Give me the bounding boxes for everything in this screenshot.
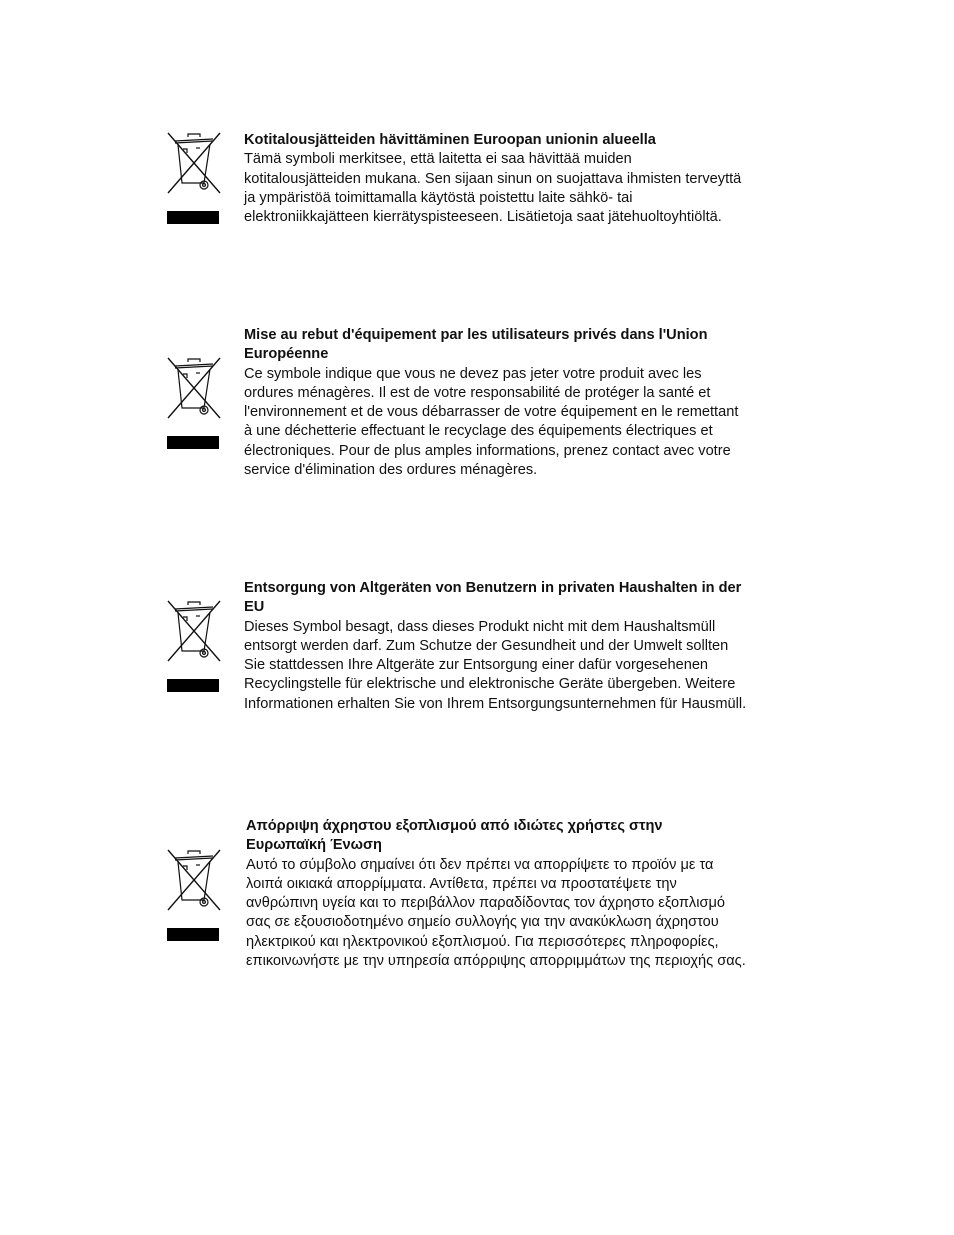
- crossed-out-wheelie-bin-icon: [166, 599, 222, 693]
- notice-text: [244, 326, 784, 480]
- notice-heading: Kotitalousjätteiden hävittäminen Euroopan unionin alueella: [244, 132, 656, 148]
- crossed-out-wheelie-bin-icon: [166, 131, 222, 225]
- notice-body: Ce symbole indique que vous ne devez pas jeter votre produit avec les ordures ménagères. Il est de votre responsabilité de protéger la santé et l'environnement et de vous débarrasser de votre équipement en le remettant à une déchetterie effectuant le recyclage des équipements électriques et électroniques. Pour de plus amples informations, prenez contact avec votre service d'élimination des ordures ménagères.: [244, 365, 739, 479]
- crossed-out-wheelie-bin-icon: [166, 356, 222, 450]
- notice-heading: Mise au rebut d'équipement par les utilisateurs privés dans l'Union Européenne: [244, 327, 708, 363]
- notice-text: [244, 131, 784, 227]
- notice-heading: Απόρριψη άχρηστου εξοπλισμού από ιδιώτες χρήστες στην Ευρωπαϊκή Ένωση: [246, 818, 663, 854]
- notice-body: Dieses Symbol besagt, dass dieses Produkt nicht mit dem Haushaltsmüll entsorgt werden darf. Zum Schutze der Gesundheit und der Umwelt sollten Sie stattdessen Ihre Altgeräte zur Entsorgung einer dafür vorgesehenen Recyclingstelle für elektrische und elektronische Geräte übergeben. Weitere Informationen erhalten Sie von Ihrem Entsorgungsunternehmen für Hausmüll.: [244, 618, 747, 712]
- notice-heading: Entsorgung von Altgeräten von Benutzern in privaten Haushalten in der EU: [244, 580, 742, 616]
- notice-text: [244, 579, 784, 714]
- notice-text: [246, 817, 786, 971]
- notice-body: Tämä symboli merkitsee, että laitetta ei saa hävittää muiden kotitalousjätteiden mukana. Sen sijaan sinun on suojattava ihmisten terveyttä ja ympäristöä toimittamalla käytöstä poistettu laite sähkö- tai elektroniikkajätteen kierrätyspisteeseen. Lisätietoja saat jätehuoltoyhtiöltä.: [244, 151, 742, 226]
- crossed-out-wheelie-bin-icon: [166, 848, 222, 942]
- notice-body: Αυτό το σύμβολο σημαίνει ότι δεν πρέπει να απορρίψετε το προϊόν με τα λοιπά οικιακά απορρίμματα. Αντίθετα, πρέπει να προστατέψετε την ανθρώπινη υγεία και το περιβάλλον παραδίδοντας τον άχρηστο εξοπλισμό σας σε εξουσιοδοτημένο σημείο συλλογής για την ανακύκλωση άχρηστου ηλεκτρικού και ηλεκτρονικού εξοπλισμού. Για περισσότερες πληροφορίες, επικοινωνήστε με την υπηρεσία απόρριψης απορριμμάτων της περιοχής σας.: [246, 856, 746, 970]
